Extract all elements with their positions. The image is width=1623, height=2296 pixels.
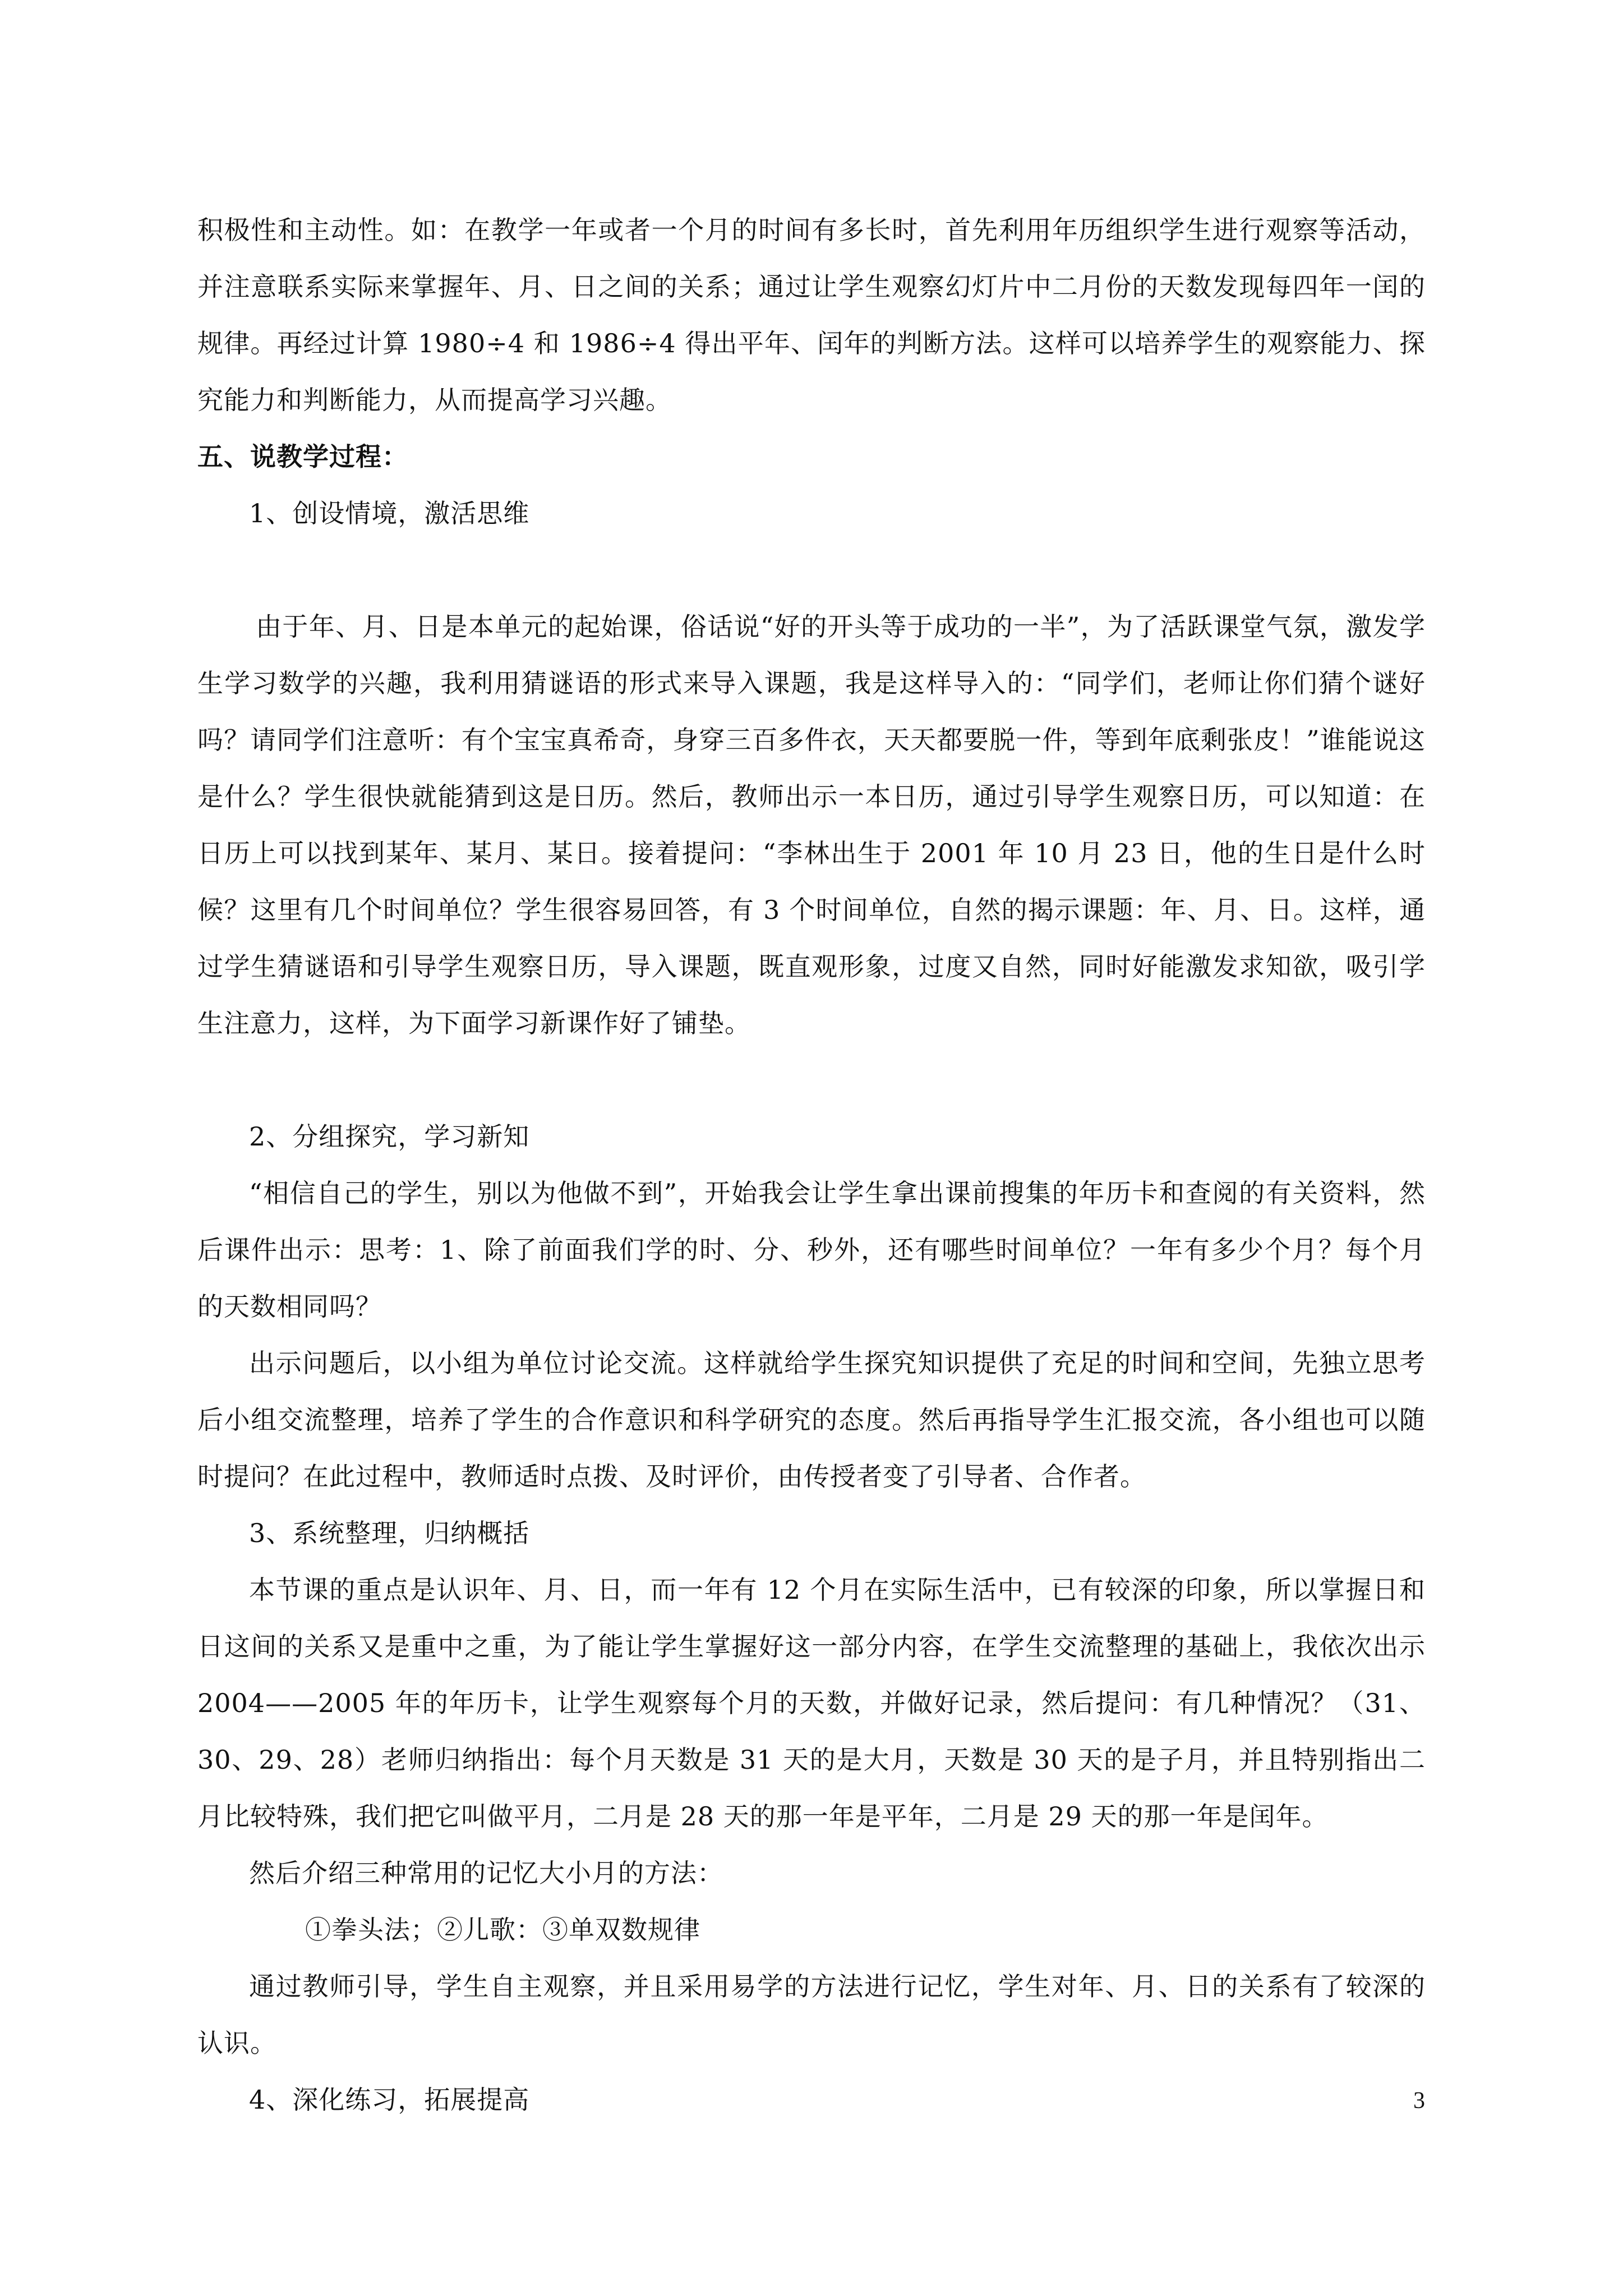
step-4-heading: 4、深化练习，拓展提高 bbox=[249, 2085, 530, 2115]
page-content bbox=[197, 202, 1426, 2128]
step-1-heading: 1、创设情境，激活思维 bbox=[249, 498, 530, 528]
step-3-paragraph-1: 本节课的重点是认识年、月、日，而一年有 12 个月在实际生活中，已有较深的印象，所以掌握日和日这间的关系又是重中之重，为了能让学生掌握好这一部分内容，在学生交流整理的基础上，我依次出示 2004——2005 年的年历卡，让学生观察每个月的天数，并做好记录，然后提问：有几种情况？（31、30、29、28）老师归纳指出：每个月天数是 31 天的是大月，天数是 30 天的是子月，并且特别指出二月比较特殊，我们把它叫做平月，二月是 28 天的那一年是平年，二月是 29 天的那一年是闰年。 bbox=[197, 1575, 1426, 1832]
section-heading: 五、说教学过程： bbox=[197, 441, 408, 472]
step-1-paragraph: 由于年、月、日是本单元的起始课，俗话说“好的开头等于成功的一半”，为了活跃课堂气氛，激发学生学习数学的兴趣，我利用猜谜语的形式来导入课题，我是这样导入的：“同学们，老师让你们猜个谜好吗？请同学们注意听：有个宝宝真希奇，身穿三百多件衣，天天都要脱一件，等到年底剩张皮！”谁能说这是什么？学生很快就能猜到这是日历。然后，教师出示一本日历，通过引导学生观察日历，可以知道：在日历上可以找到某年、某月、某日。接着提问：“李林出生于 2001 年 10 月 23 日，他的生日是什么时候？这里有几个时间单位？学生很容易回答，有 3 个时间单位，自然的揭示课题：年、月、日。这样，通过学生猜谜语和引导学生观察日历，导入课题，既直观形象，过度又自然，同时好能激发求知欲，吸引学生注意力，这样，为下面学习新课作好了铺垫。 bbox=[197, 611, 1426, 1038]
step-2-heading: 2、分组探究，学习新知 bbox=[249, 1121, 530, 1152]
step-3-paragraph-2: 然后介绍三种常用的记忆大小月的方法： bbox=[249, 1858, 723, 1888]
step-2-paragraph-1: “相信自己的学生，别以为他做不到”，开始我会让学生拿出课前搜集的年历卡和查阅的有关资料，然后课件出示：思考：1、除了前面我们学的时、分、秒外，还有哪些时间单位？一年有多少个月？每个月的天数相同吗？ bbox=[197, 1178, 1426, 1322]
step-3-heading: 3、系统整理，归纳概括 bbox=[249, 1518, 530, 1548]
memory-methods-list: ①拳头法；②儿歌：③单双数规律 bbox=[305, 1915, 700, 1945]
paragraph-gap bbox=[197, 1052, 1426, 1108]
paragraph-gap bbox=[197, 542, 1426, 599]
intro-paragraph: 积极性和主动性。如：在教学一年或者一个月的时间有多长时，首先利用年历组织学生进行观察等活动，并注意联系实际来掌握年、月、日之间的关系；通过让学生观察幻灯片中二月份的天数发现每四年一闰的规律。再经过计算 1980÷4 和 1986÷4 得出平年、闰年的判断方法。这样可以培养学生的观察能力、探究能力和判断能力，从而提高学习兴趣。 bbox=[197, 215, 1426, 415]
step-3-paragraph-3: 通过教师引导，学生自主观察，并且采用易学的方法进行记忆，学生对年、月、日的关系有了较深的认识。 bbox=[197, 1971, 1426, 2058]
step-2-paragraph-2: 出示问题后，以小组为单位讨论交流。这样就给学生探究知识提供了充足的时间和空间，先独立思考后小组交流整理，培养了学生的合作意识和科学研究的态度。然后再指导学生汇报交流，各小组也可以随时提问？在此过程中，教师适时点拨、及时评价，由传授者变了引导者、合作者。 bbox=[197, 1348, 1426, 1492]
page-number: 3 bbox=[1413, 2088, 1425, 2114]
